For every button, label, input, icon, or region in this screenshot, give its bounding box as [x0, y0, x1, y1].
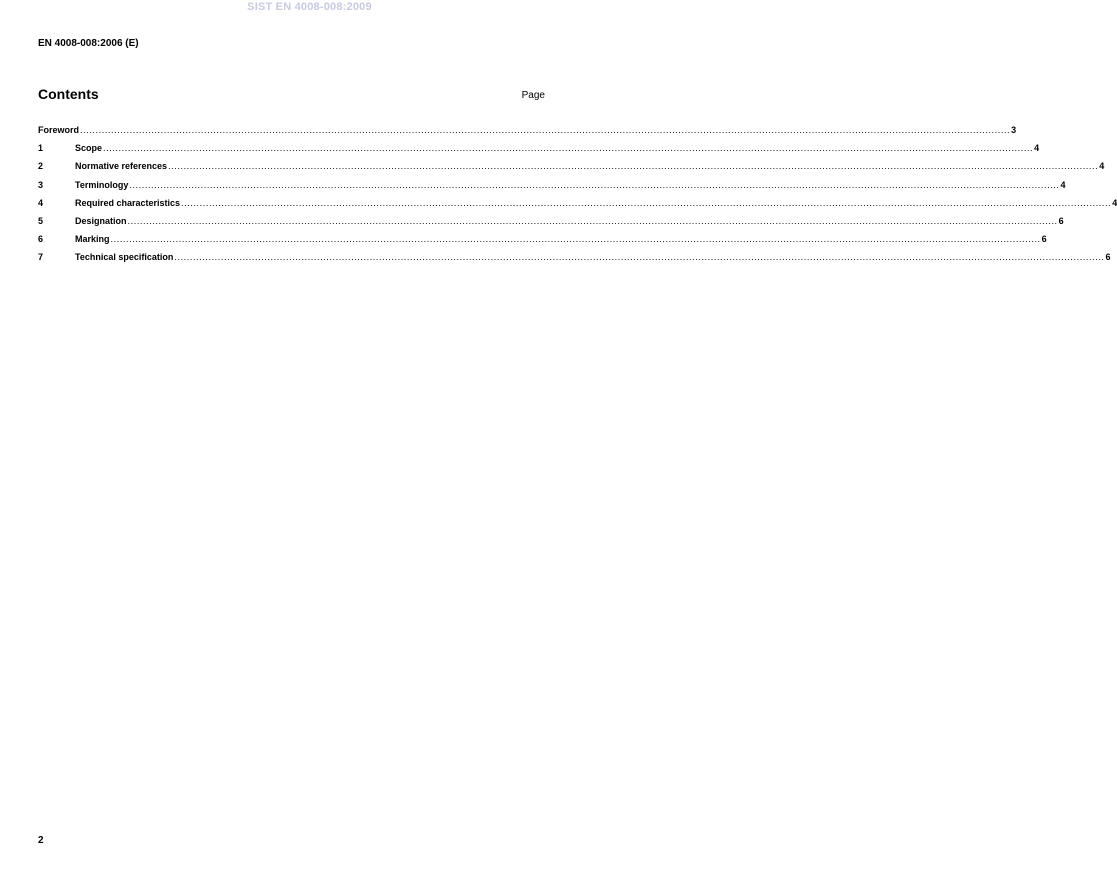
toc-entry-title: Designation — [75, 215, 127, 226]
contents-title: Contents — [38, 86, 99, 102]
dot-leader: ............................................................................................................................................................................................................................................................................................................ — [129, 179, 1060, 190]
toc-entry-page: 4 — [1060, 179, 1066, 190]
toc-entry-title: Foreword — [38, 125, 80, 135]
toc-entry-page: 6 — [1041, 234, 1047, 245]
dot-leader: ............................................................................................................................................................................................................................................................................................................ — [103, 143, 1034, 154]
toc-entry-foreword[interactable] — [38, 125, 1017, 143]
table-of-contents — [38, 125, 1117, 271]
document-id: EN 4008-008:2006 (E) — [38, 38, 139, 49]
watermark: SIST EN 4008-008:2009 — [247, 1, 372, 13]
toc-entry-page: 6 — [1105, 252, 1111, 263]
page-column-label: Page — [521, 90, 545, 101]
dot-leader: ............................................................................................................................................................................................................................................................................................................ — [181, 197, 1112, 208]
toc-entry-title: Scope — [75, 143, 103, 154]
toc-entry-title: Technical specification — [75, 252, 174, 263]
toc-entry-number: 2 — [38, 161, 44, 172]
toc-entry-title: Marking — [75, 234, 110, 245]
dot-leader: ............................................................................................................................................................................................................................................................................................................ — [80, 125, 1011, 135]
dot-leader: ............................................................................................................................................................................................................................................................................................................ — [174, 252, 1105, 263]
dot-leader: ............................................................................................................................................................................................................................................................................................................ — [168, 161, 1099, 172]
toc-entry-required-characteristics[interactable] — [38, 197, 1117, 216]
toc-entry-page: 4 — [1112, 197, 1117, 208]
toc-entry-number: 6 — [38, 234, 44, 245]
toc-entry-marking[interactable] — [38, 234, 1047, 252]
toc-entry-page: 4 — [1099, 161, 1105, 172]
toc-entry-title: Normative references — [75, 161, 168, 172]
toc-entry-number: 7 — [38, 252, 44, 263]
toc-entry-page: 3 — [1011, 125, 1017, 135]
toc-entry-technical-specification[interactable] — [38, 252, 1111, 270]
toc-entry-title: Terminology — [75, 179, 129, 190]
toc-entry-terminology[interactable] — [38, 179, 1066, 198]
toc-entry-number: 3 — [38, 179, 44, 190]
toc-entry-number: 1 — [38, 143, 44, 154]
toc-entry-normative-references[interactable] — [38, 161, 1105, 179]
toc-entry-page: 4 — [1034, 143, 1040, 154]
toc-entry-designation[interactable] — [38, 215, 1064, 234]
toc-entry-title: Required characteristics — [75, 197, 181, 208]
toc-entry-number: 5 — [38, 215, 44, 226]
dot-leader: ............................................................................................................................................................................................................................................................................................................ — [110, 234, 1041, 245]
dot-leader: ............................................................................................................................................................................................................................................................................................................ — [127, 215, 1058, 226]
toc-entry-page: 6 — [1058, 215, 1064, 226]
toc-entry-number: 4 — [38, 197, 44, 208]
page-number: 2 — [38, 835, 44, 846]
toc-entry-scope[interactable] — [38, 143, 1040, 161]
